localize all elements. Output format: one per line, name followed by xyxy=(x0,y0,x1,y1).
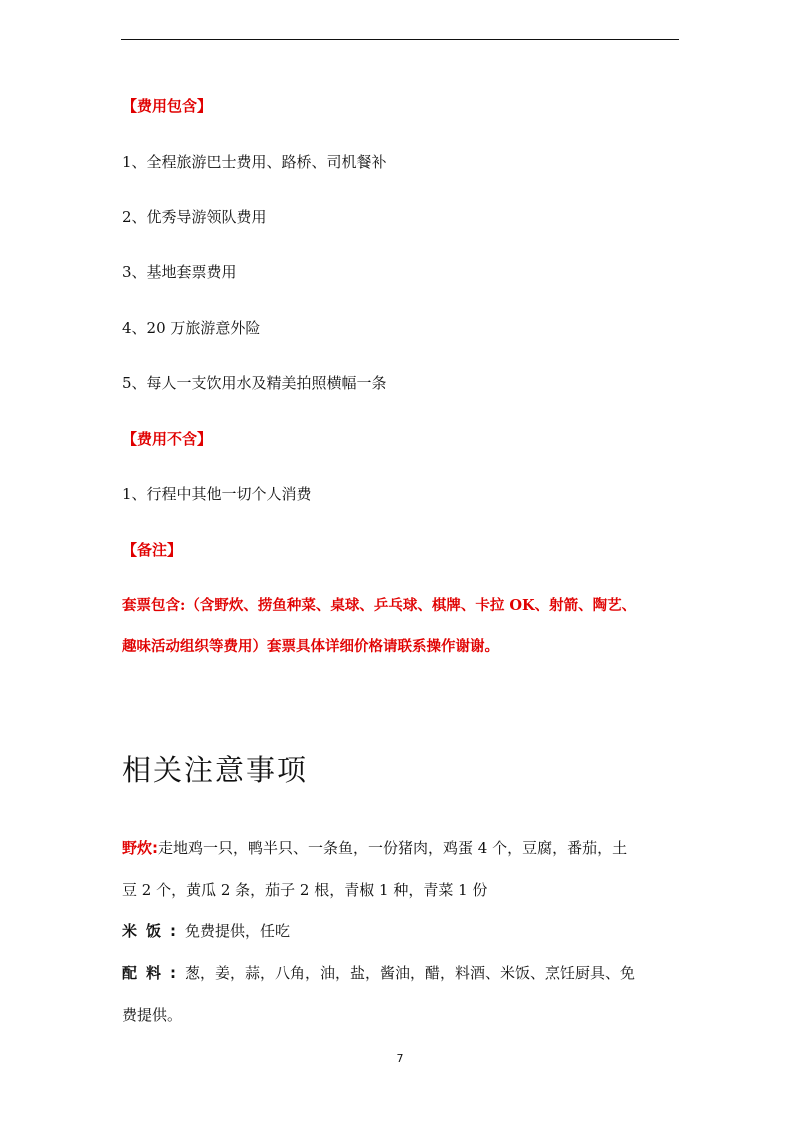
notes-title: 相关注意事项 xyxy=(122,753,309,787)
seasoning-row xyxy=(122,963,635,983)
fees-included-item-3: 3、基地套票费用 xyxy=(122,263,237,281)
fees-included-item-4: 4、20 万旅游意外险 xyxy=(122,319,261,337)
fees-included-item-5: 5、每人一支饮用水及精美拍照横幅一条 xyxy=(122,374,387,392)
seasoning-text-line-2: 费提供。 xyxy=(122,1006,183,1024)
remarks-line-2: 趣味活动组织等费用）套票具体详细价格请联系操作谢谢。 xyxy=(122,638,499,655)
seasoning-label: 配料: xyxy=(122,964,185,982)
fees-excluded-heading: 【费用不含】 xyxy=(122,430,213,448)
bbq-label: 野炊: xyxy=(122,839,158,857)
rice-label: 米饭: xyxy=(122,922,185,940)
bbq-text-line-2: 豆 2 个，黄瓜 2 条，茄子 2 根，青椒 1 种，青菜 1 份 xyxy=(122,881,488,899)
remarks-line-1: 套票包含:（含野炊、捞鱼种菜、桌球、乒乓球、棋牌、卡拉 OK、射箭、陶艺、 xyxy=(122,597,637,614)
bbq-row xyxy=(122,838,627,858)
fees-excluded-item-1: 1、行程中其他一切个人消费 xyxy=(122,485,312,503)
header-rule xyxy=(121,39,679,40)
rice-row xyxy=(122,921,290,941)
fees-included-heading: 【费用包含】 xyxy=(122,97,213,115)
fees-included-item-2: 2、优秀导游领队费用 xyxy=(122,208,267,226)
rice-text: 免费提供，任吃 xyxy=(185,922,291,940)
fees-included-item-1: 1、全程旅游巴士费用、路桥、司机餐补 xyxy=(122,153,387,171)
bbq-text-line-1: 走地鸡一只，鸭半只、一条鱼，一份猪肉，鸡蛋 4 个，豆腐，番茄，土 xyxy=(158,839,628,857)
remarks-heading: 【备注】 xyxy=(122,541,183,559)
seasoning-text-line-1: 葱，姜，蒜，八角，油，盐，酱油，醋，料酒、米饭、烹饪厨具、免 xyxy=(185,964,636,982)
page-number: 7 xyxy=(396,1052,404,1065)
